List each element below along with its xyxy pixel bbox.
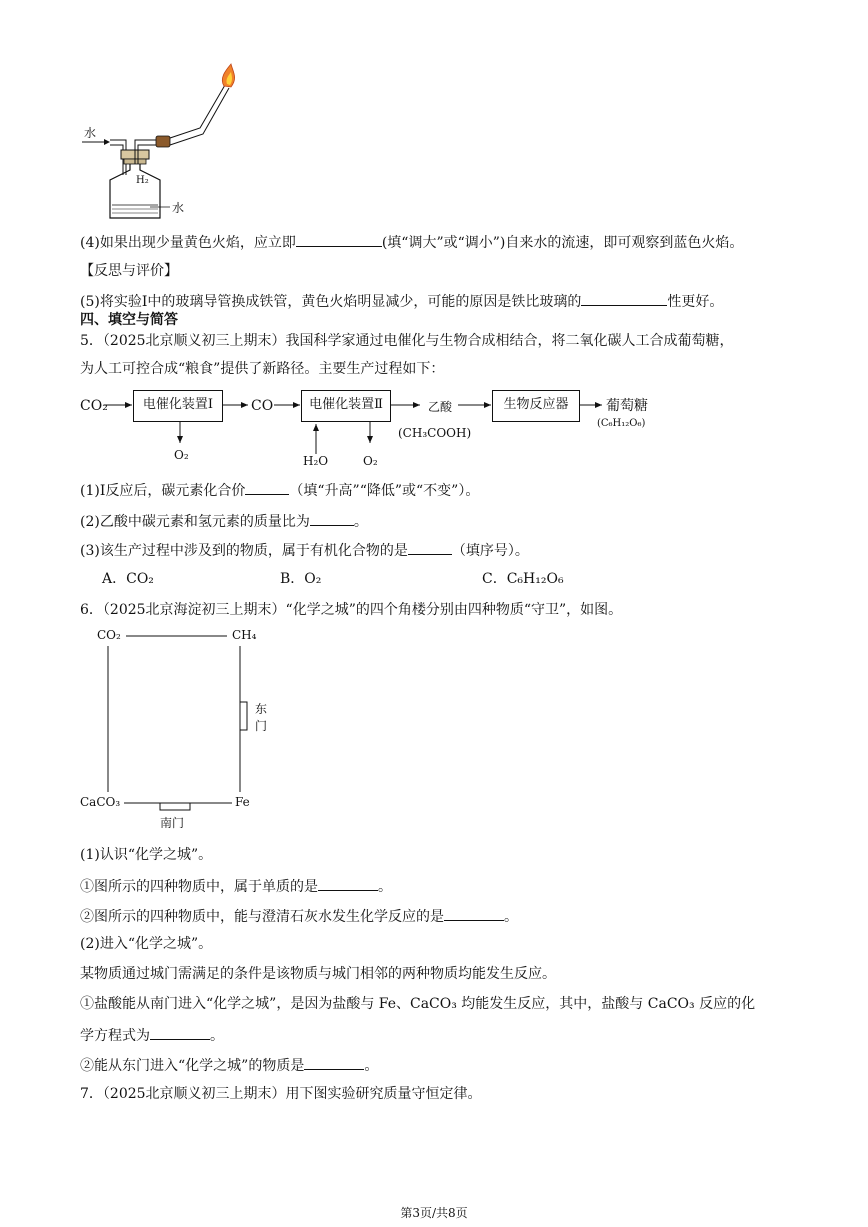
- problem-5-q1-pre: (1)Ⅰ反应后，碳元素化合价: [80, 483, 246, 499]
- answer-blank[interactable]: [444, 906, 504, 921]
- question-5-sub-post: 性更好。: [667, 294, 724, 310]
- problem-6-part2: (2)进入“化学之城”。: [80, 936, 213, 952]
- section-heading: 四、填空与简答: [80, 312, 178, 328]
- option-a[interactable]: A．CO₂: [102, 571, 154, 587]
- bioreactor-box: 生物反应器: [492, 390, 580, 422]
- problem-6-p2b-post: 。: [364, 1058, 379, 1074]
- gas-label: H₂: [136, 175, 149, 186]
- south-gate-label: 南门: [160, 816, 185, 830]
- east-gate-label-1: 东: [255, 702, 268, 716]
- problem-6-p1a-post: 。: [378, 879, 392, 895]
- problem-6-condition: 某物质通过城门需满足的条件是该物质与城门相邻的两种物质均能发生反应。: [80, 966, 556, 982]
- problem-6-p1a: [80, 876, 392, 896]
- problem-5-q3-post: （填序号）。: [451, 543, 529, 559]
- problem-6-p1b-pre: ②图所示的四种物质中，能与澄清石灰水发生化学反应的是: [80, 909, 444, 925]
- problem-6-p2a-post: 。: [210, 1028, 224, 1044]
- east-gate-label-2: 门: [255, 719, 268, 733]
- problem-6-p2b: [80, 1055, 378, 1075]
- flow-o2-b: O₂: [363, 454, 378, 468]
- problem-7-intro: 7．（2025北京顺义初三上期末）用下图实验研究质量守恒定律。: [80, 1086, 482, 1102]
- option-b[interactable]: B．O₂: [280, 571, 322, 587]
- corner-top-left: CO₂: [97, 628, 121, 642]
- problem-5-q3-pre: (3)该生产过程中涉及到的物质，属于有机化合物的是: [80, 543, 408, 559]
- problem-6-p1b-post: 。: [504, 909, 518, 925]
- flow-co2: CO₂: [80, 398, 108, 414]
- page-footer: 第3页/共8页: [400, 1206, 468, 1220]
- corner-bottom-right: Fe: [235, 795, 250, 809]
- problem-6-intro: 6．（2025北京海淀初三上期末）“化学之城”的四个角楼分别由四种物质“守卫”，如图。: [80, 602, 623, 618]
- option-c[interactable]: C．C₆H₁₂O₆: [482, 571, 564, 587]
- problem-6-p2b-pre: ②能从东门进入“化学之城”的物质是: [80, 1058, 305, 1074]
- water-label: 水: [172, 201, 185, 215]
- problem-6-part1: (1)认识“化学之城”。: [80, 847, 213, 863]
- problem-5-line2: 为人工可控合成“粮食”提供了新路径。主要生产过程如下：: [80, 361, 445, 377]
- flow-h2o: H₂O: [303, 454, 329, 468]
- problem-5-line1: 5．（2025北京顺义初三上期末）我国科学家通过电催化与生物合成相结合，将二氧化碳人工合成葡萄糖，: [80, 333, 734, 349]
- problem-6-p2a-line1: ①盐酸能从南门进入“化学之城”，是因为盐酸与 Fe、CaCO₃ 均能发生反应，其中，盐酸与 CaCO₃ 反应的化: [80, 996, 756, 1012]
- flow-co: CO: [251, 398, 274, 414]
- answer-blank[interactable]: [150, 1025, 210, 1040]
- problem-5-q1-post: （填“升高”“降低”或“不变”）。: [289, 483, 480, 499]
- flow-o2-a: O₂: [174, 448, 189, 462]
- inlet-label: 水: [84, 126, 97, 140]
- flow-glucose-formula: (C₆H₁₂O₆): [597, 418, 646, 429]
- question-5-sub-pre: (5)将实验Ⅰ中的玻璃导管换成铁管，黄色火焰明显减少，可能的原因是铁比玻璃的: [80, 294, 582, 310]
- device-2-box: 电催化装置Ⅱ: [301, 390, 391, 422]
- reflection-heading: 【反思与评价】: [80, 263, 178, 279]
- problem-6-p2a-pre: 学方程式为: [80, 1028, 150, 1044]
- problem-6-p1a-pre: ①图所示的四种物质中，属于单质的是: [80, 879, 318, 895]
- flow-acetic: 乙酸: [428, 400, 453, 414]
- flow-glucose: 葡萄糖: [606, 398, 648, 414]
- problem-5-q2-post: 。: [353, 514, 368, 530]
- question-4-pre: (4)如果出现少量黄色火焰，应立即: [80, 235, 296, 251]
- problem-6-p1b: [80, 906, 518, 926]
- flow-acetic-formula: (CH₃COOH): [398, 426, 472, 440]
- corner-top-right: CH₄: [232, 628, 257, 642]
- answer-blank[interactable]: [304, 1055, 364, 1070]
- corner-bottom-left: CaCO₃: [80, 795, 121, 809]
- answer-blank[interactable]: [318, 876, 378, 891]
- device-1-box: 电催化装置Ⅰ: [133, 390, 223, 422]
- question-4-post: (填“调大”或“调小”)自来水的流速，即可观察到蓝色火焰。: [381, 235, 744, 251]
- problem-6-p2a-line2: [80, 1025, 224, 1045]
- problem-5-q2-pre: (2)乙酸中碳元素和氢元素的质量比为: [80, 514, 310, 530]
